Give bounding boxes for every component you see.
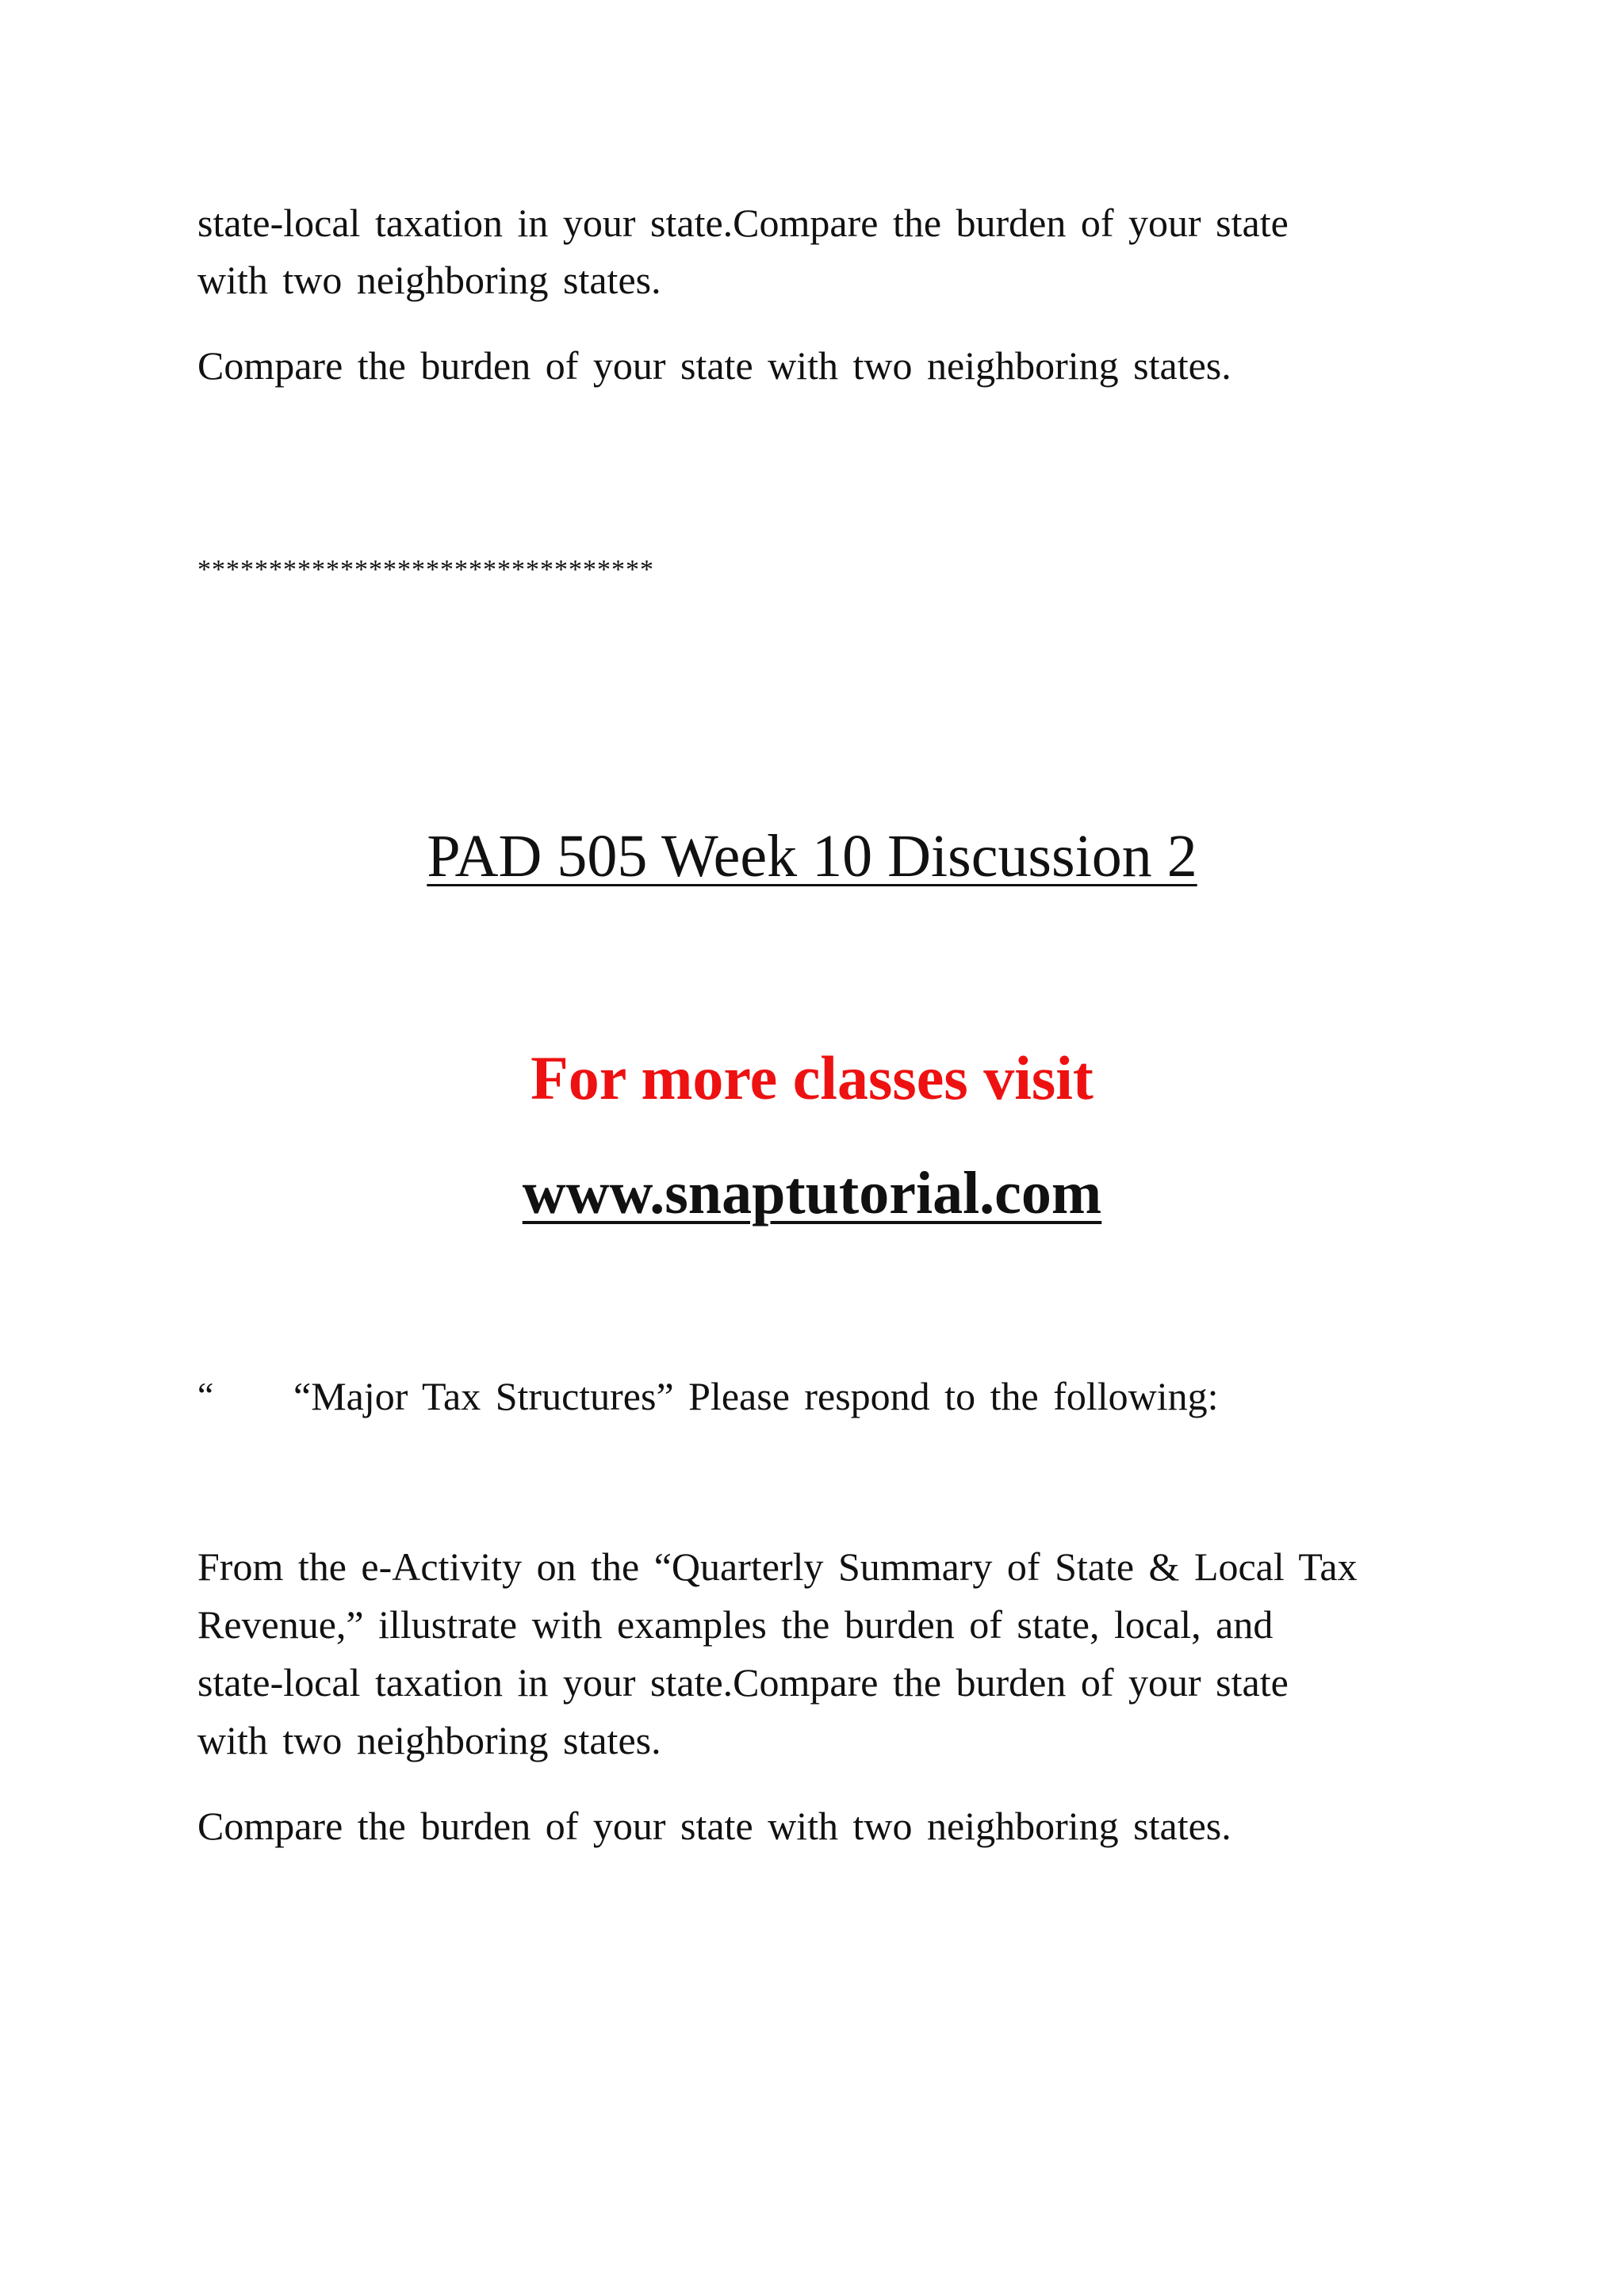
body-paragraph-line-1: From the e-Activity on the “Quarterly Summary of State & Local Tax [197,1544,1358,1589]
page-title: PAD 505 Week 10 Discussion 2 [427,823,1197,890]
top-paragraph-line-2: with two neighboring states. [197,258,661,302]
top-repeat-sentence: Compare the burden of your state with two neighboring states. [197,343,1231,388]
body-paragraph-line-3: state-local taxation in your state.Compare the burden of your state [197,1660,1289,1705]
body-paragraph-line-2: Revenue,” illustrate with examples the burden of state, local, and [197,1602,1274,1647]
prompt-text: “Major Tax Structures” Please respond to the following: [293,1374,1219,1418]
prompt-bullet: “ [197,1375,214,1415]
body-repeat-sentence: Compare the burden of your state with two neighboring states. [197,1804,1231,1848]
top-paragraph-line-1: state-local taxation in your state.Compare the burden of your state [197,201,1289,245]
body-paragraph-line-4: with two neighboring states. [197,1718,661,1762]
asterisk-separator: ******************************** [197,555,654,584]
promo-text: For more classes visit [530,1043,1094,1112]
promo-site-link[interactable]: www.snaptutorial.com [522,1160,1102,1226]
